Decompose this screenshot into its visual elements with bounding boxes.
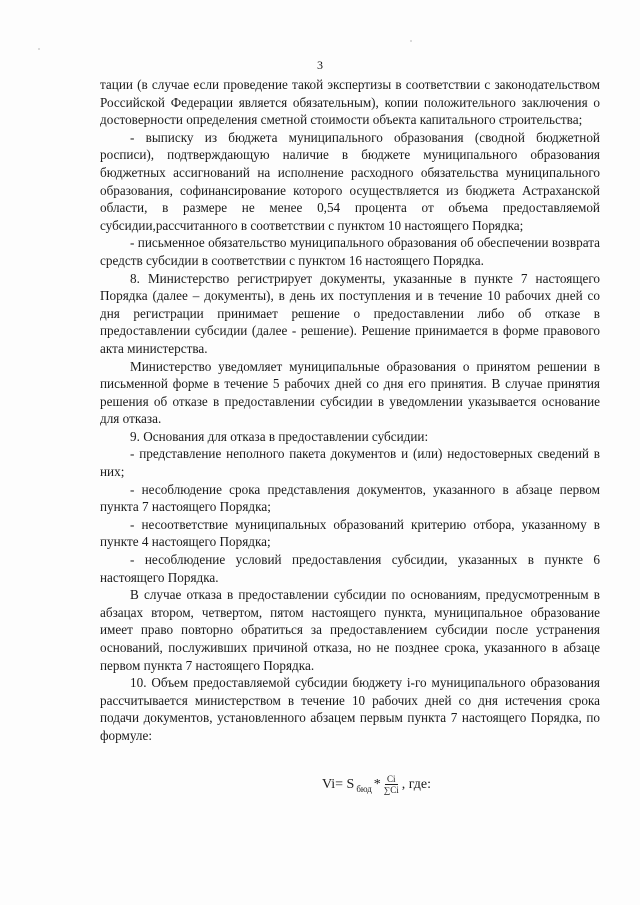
paragraph-refusal-reason-1: - представление неполного пакета документов и (или) недостоверных сведений в них;	[100, 446, 600, 480]
paragraph-notification: Министерство уведомляет муниципальные образования о принятом решении в письменной форме в течение 5 рабочих дней со дня его принятия. В случае принятия решения об отказе в предоставлении субсидии в уведомлении указывается основание для отказа.	[100, 358, 600, 427]
scan-speck	[38, 48, 40, 50]
document-body	[100, 76, 600, 745]
formula-numerator: Ci	[386, 774, 396, 784]
paragraph-item-9: 9. Основания для отказа в предоставлении субсидии:	[130, 428, 429, 444]
formula-fraction	[384, 774, 399, 795]
scan-speck	[410, 40, 412, 42]
formula-tail: , где:	[401, 776, 431, 792]
paragraph-refusal-reason-3: - несоответствие муниципальных образований критерию отбора, указанному в пункте 4 настоящего Порядка;	[100, 516, 600, 550]
formula-lhs: Vi= S	[322, 776, 355, 792]
paragraph-continuation: тации (в случае если проведение такой экспертизы в соответствии с законодательством Российской Федерации является обязательным), копии положительного заключения о достоверности определения сметной стоимости объекта капитального строительства;	[100, 77, 600, 128]
formula-subscript: бюд	[356, 783, 372, 794]
paragraph-refusal-reason-2: - несоблюдение срока представления документов, указанного в абзаце первом пункта 7 настоящего Порядка;	[100, 481, 600, 515]
page-number: 3	[317, 58, 323, 72]
subsidy-formula	[322, 774, 431, 795]
paragraph-reapply: В случае отказа в предоставлении субсидии по основаниям, предусмотренным в абзацах втором, четвертом, пятом настоящего пункта, муниципальное образование имеет право повторно обратиться за предоставлением субсидии после устранения оснований, послуживших причиной отказа, но не позднее срока, указанного в абзаце первом пункта 7 настоящего Порядка.	[100, 587, 600, 673]
formula-operator: *	[373, 776, 381, 792]
paragraph-item-10: 10. Объем предоставляемой субсидии бюджету i-го муниципального образования рассчитывается министерством в течение 10 рабочих дней со дня истечения срока подачи документов, установленного абзацем первым пункта 7 настоящего Порядка, по формуле:	[100, 675, 600, 743]
paragraph-item-8: 8. Министерство регистрирует документы, указанные в пункте 7 настоящего Порядка (далее – документы), в день их поступления и в течение 10 рабочих дней со дня регистрации принимает решение о предоставлении либо об отказе в предоставлении субсидии (далее - решение). Решение принимается в форме правового акта министерства.	[100, 270, 600, 356]
paragraph-refusal-reason-4: - несоблюдение условий предоставления субсидии, указанных в пункте 6 настоящего Порядка.	[100, 552, 600, 585]
paragraph-written-obligation: - письменное обязательство муниципального образования об обеспечении возврата средств субсидии в соответствии с пунктом 16 настоящего Порядка.	[100, 235, 600, 268]
formula-denominator: ∑Ci	[383, 785, 399, 795]
paragraph-budget-extract: - выписку из бюджета муниципального образования (сводной бюджетной росписи), подтверждающую наличие в бюджете муниципального образования бюджетных ассигнований на исполнение расходного обязательства муниципального образования, софинансирование которого осуществляется из бюджета Астраханской области, в размере не менее 0,54 процента от объема предоставляемой субсидии,рассчитанного в соответствии с пунктом 10 настоящего Порядка;	[100, 129, 600, 233]
